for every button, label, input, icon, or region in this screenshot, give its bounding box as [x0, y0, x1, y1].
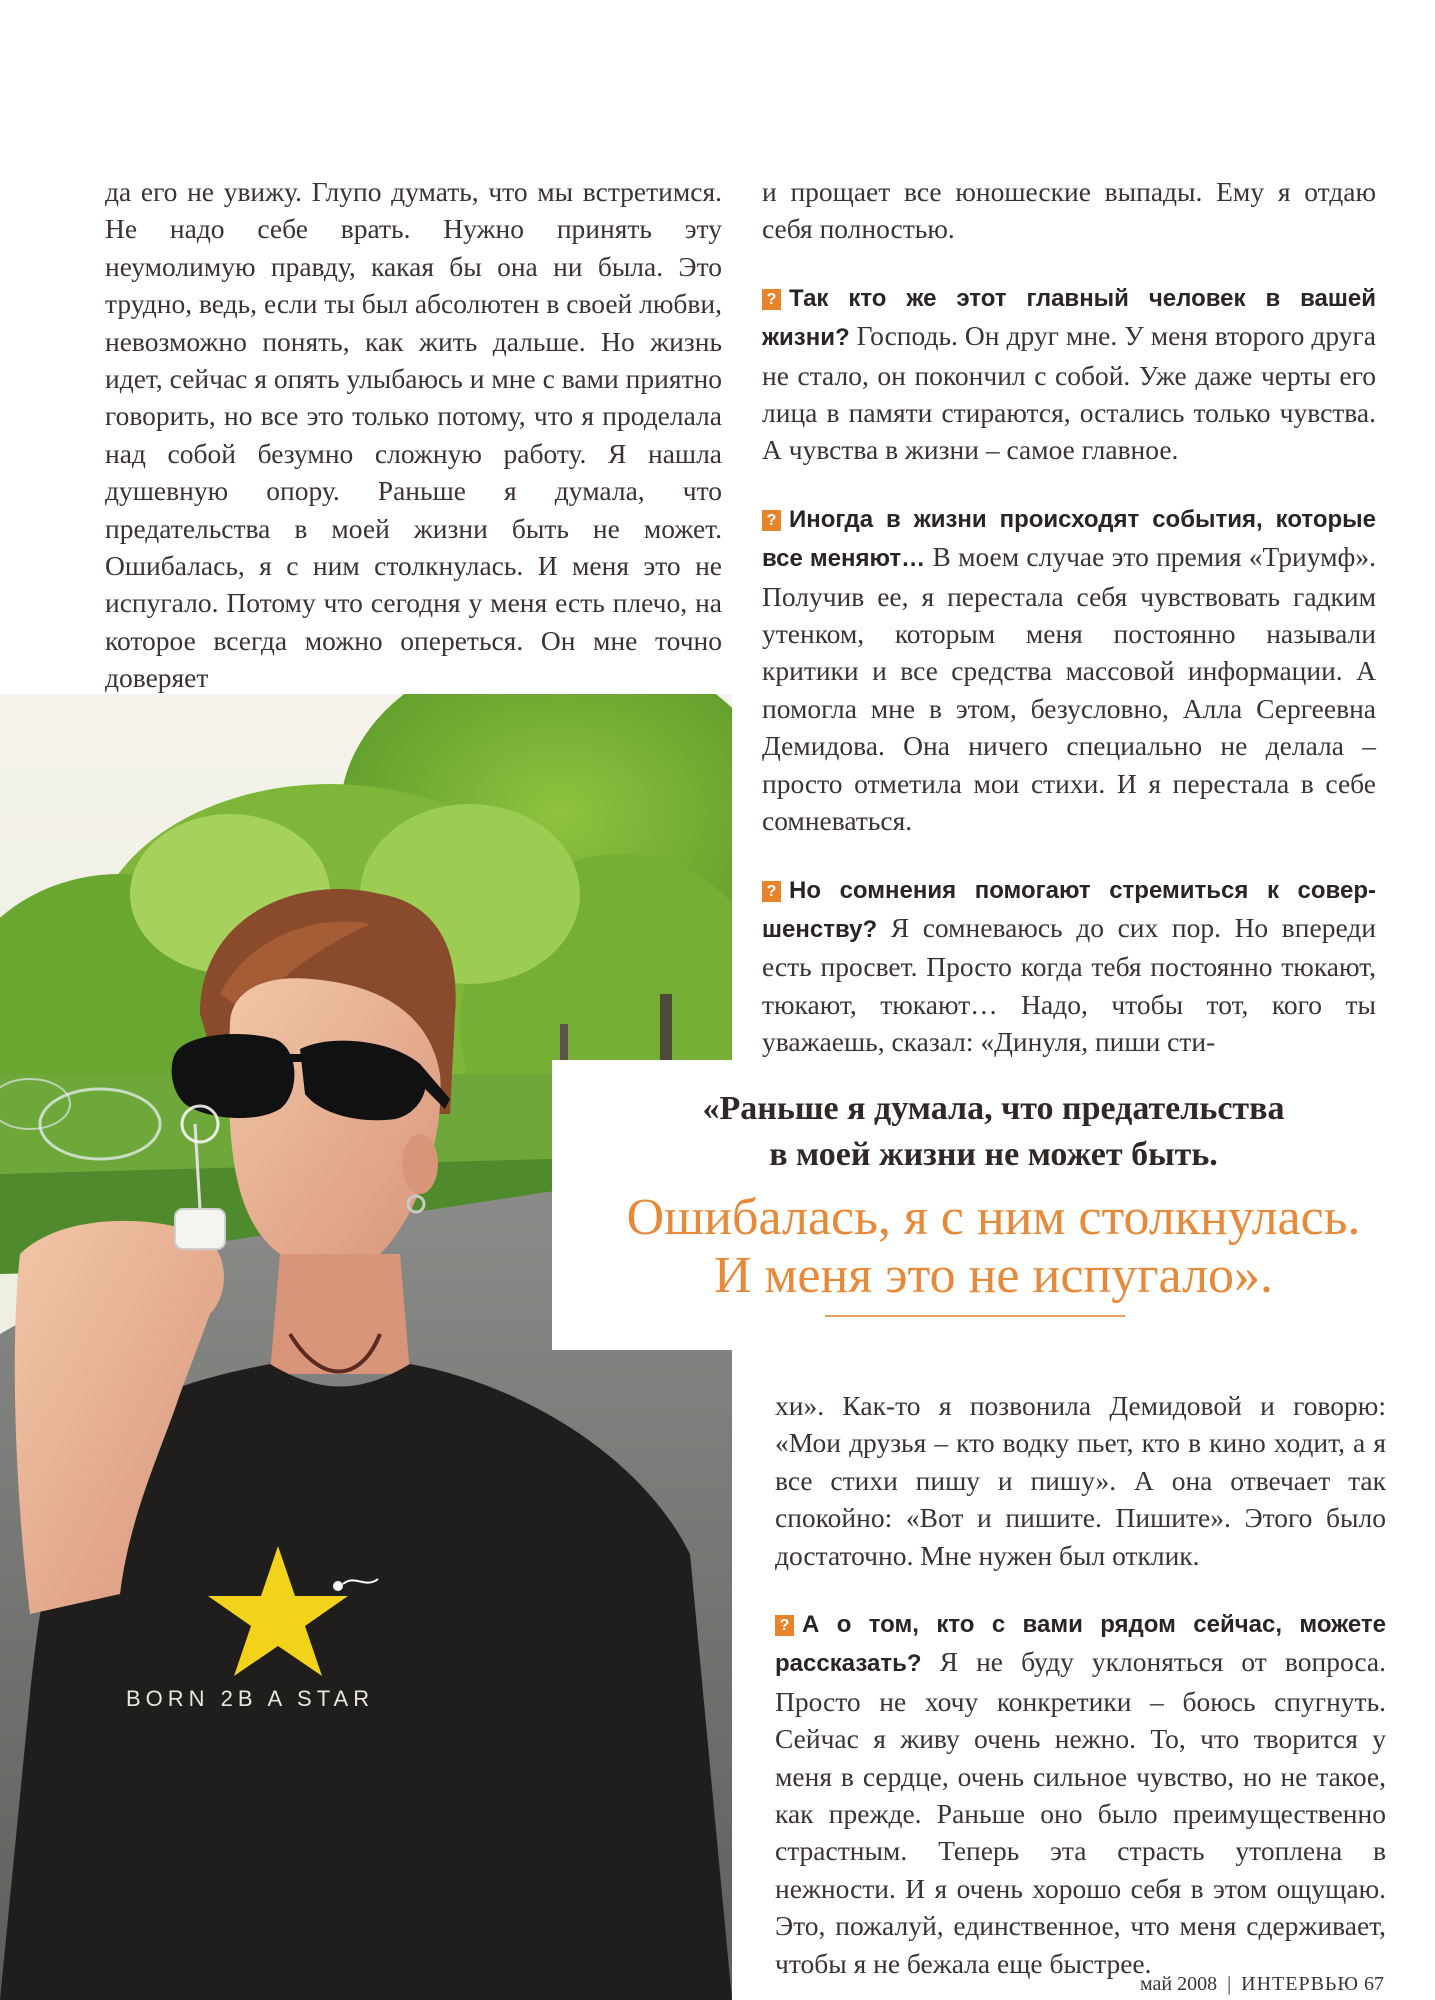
- interview-question: Так кто же этот главный человек в вашей жизни?: [762, 284, 1376, 352]
- article-paragraph: да его не увижу. Глупо думать, что мы встретимся. Не надо себе врать. Нужно принять эту неумолимую правду, какая бы она ни была. Это трудно, ведь, если ты был абсолютен в своей любви, невозможно понять, как жить дальше. Но жизнь идет, сейчас я опять улыбаюсь и мне с вами приятно говорить, но все это только потому, что я проделала над собой безумно сложную работу. Я нашла душевную опору. Раньше я думала, что предательства в моей жизни быть не может. Ошибалась, я с ним столкнулась. И меня это не испугало. Потому что сегодня у меня есть плечо, на которое всегда можно опереться. Он мне точно доверяет: [105, 176, 722, 694]
- interview-question: Но сомнения помогают стремиться к совершенству?: [762, 876, 1376, 943]
- pull-quote-highlight-line: И меня это не испугало».: [713, 1247, 1274, 1304]
- question-mark-icon: ?: [762, 510, 781, 531]
- interview-question: Иногда в жизни происходят события, которые все меняют…: [762, 505, 1376, 573]
- article-column-left: [105, 173, 722, 697]
- article-column-right: [762, 173, 1376, 1061]
- question-mark-icon: ?: [775, 1615, 794, 1636]
- article-paragraph: хи». Как-то я позвонила Демидовой и говорю: «Мои друзья – кто водку пьет, кто в кино ходит, а я все стихи пишу и пишу». А она отвечает так спокойно: «Вот и пишите. Пишите». Этого было достаточно. Мне нужен был отклик.: [775, 1390, 1386, 1571]
- pull-quote: [552, 1060, 1435, 1350]
- qa-block: [762, 499, 1376, 840]
- question-mark-icon: ?: [762, 881, 781, 902]
- issue-date: май 2008: [1140, 1973, 1218, 1995]
- footer-separator: |: [1227, 1973, 1232, 1995]
- pull-quote-line: «Раньше я думала, что предательства: [702, 1090, 1285, 1127]
- qa-block: [762, 278, 1376, 469]
- shirt-print-text: BORN 2B A STAR: [126, 1686, 375, 1711]
- interview-answer: В моем случае это премия «Триумф». Получив ее, я перестала себя чувствовать гадким утенком, которым меня постоянно называли критики и все средства массовой информации. А помогла мне в этом, безусловно, Алла Сергеевна Демидова. Она ничего специально не делала – просто отметила мои стихи. И я перестала в себе сомневаться.: [762, 541, 1377, 837]
- article-paragraph: и прощает все юношеские выпады. Ему я отдаю себя полностью.: [762, 176, 1376, 245]
- interview-answer: Я не буду уклоняться от вопроса. Просто не хочу конкретики – боюсь спугнуть. Сейчас я живу очень нежно. То, что творится у меня в сердце, очень сильное чувство, но не такое, как прежде. Раньше оно было преимущественно страстным. Теперь эта страсть утоплена в нежности. И я очень хорошо себя в этом ощущаю. Это, пожалуй, единственное, что меня сдерживает, чтобы я не бежала еще быстрее.: [775, 1646, 1387, 1979]
- interview-answer: Господь. Он друг мне. У меня второго друга не стало, он покончил с собой. Уже даже черты его лица в памяти стираются, остались только чувства. А чувства в жизни – самое главное.: [762, 320, 1377, 466]
- interview-answer: Я сомневаюсь до сих пор. Но впереди есть просвет. Просто когда тебя постоянно тюкают, тюкают, тюкают… Надо, чтобы тот, кого ты уважаешь, сказал: «Динуля, пиши сти-: [762, 911, 1377, 1058]
- interview-question: А о том, кто с вами рядом сейчас, можете рассказать?: [775, 1611, 1386, 1678]
- pull-quote-divider: [825, 1315, 1125, 1317]
- question-mark-icon: ?: [762, 289, 781, 310]
- page-footer: [1140, 1973, 1435, 1996]
- pull-quote-highlight-line: Ошибалась, я с ним столкнулась.: [626, 1189, 1361, 1246]
- qa-block: [762, 870, 1376, 1061]
- qa-block: [775, 1604, 1386, 1982]
- magazine-name: ИНТЕРВЬЮ: [1241, 1973, 1359, 1995]
- pull-quote-line: в моей жизни не может быть.: [769, 1136, 1218, 1173]
- page-number: 67: [1363, 1973, 1384, 1995]
- article-column-right-lower: [775, 1387, 1386, 1982]
